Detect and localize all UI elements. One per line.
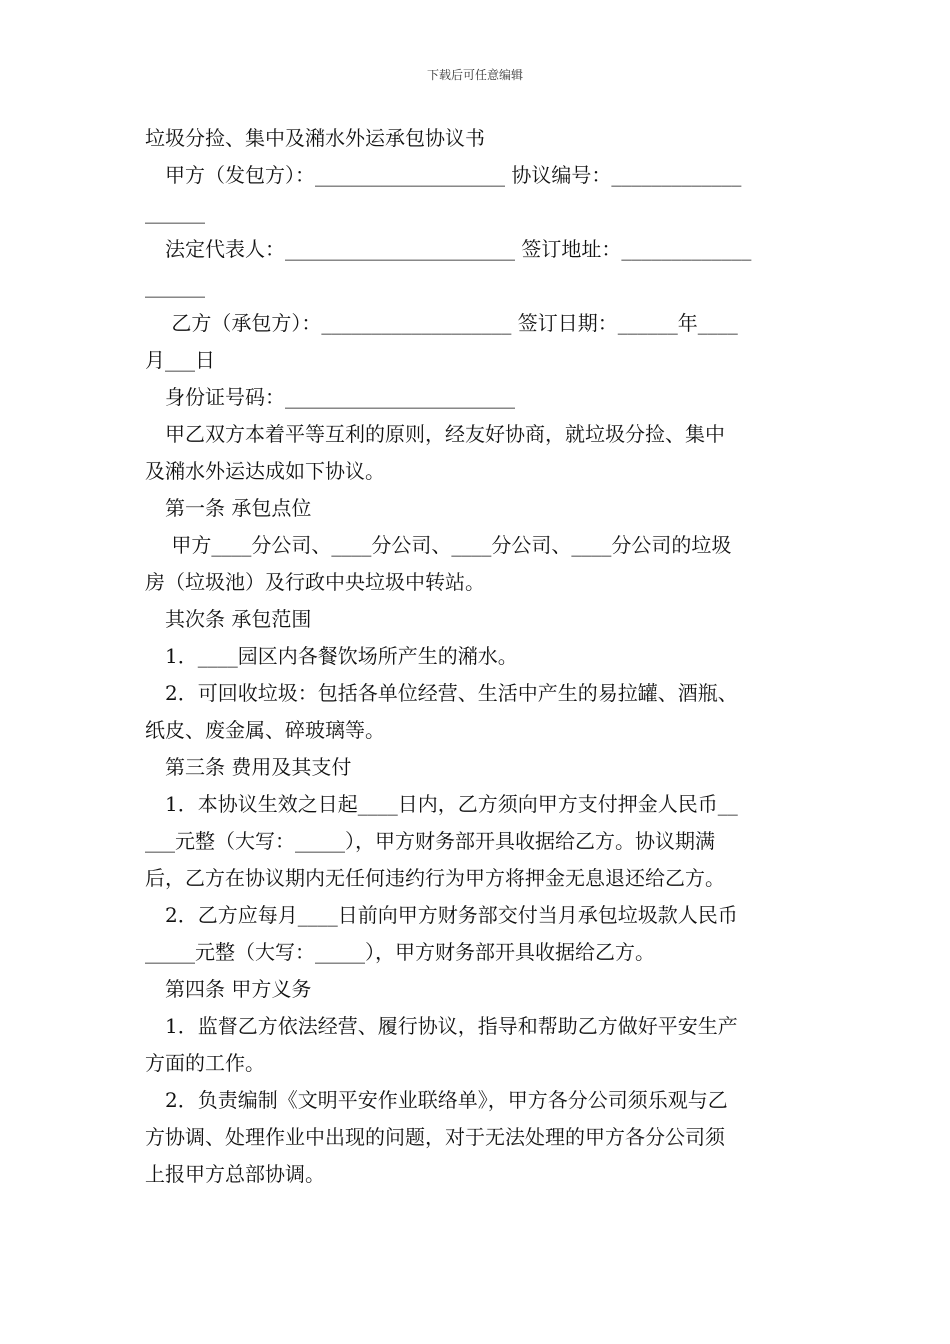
article-4-heading: 第四条 甲方义务 (145, 977, 312, 1001)
party-b-line: 乙方（承包方）：___________________ 签订日期：______年____ (145, 311, 738, 335)
article-3-item-2: 2．乙方应每月____日前向甲方财务部交付当月承包垃圾款人民币 (145, 903, 738, 927)
article-4-item-2-cont-2: 上报甲方总部协调。 (145, 1162, 325, 1186)
article-2-item-1: 1．____园区内各餐饮场所产生的潲水。 (145, 644, 518, 668)
article-3-item-1-cont: ___元整（大写：_____），甲方财务部开具收据给乙方。协议期满 (145, 829, 715, 853)
page-header-note: 下载后可任意编辑 (426, 68, 523, 82)
party-b-line-cont: 月___日 (145, 348, 215, 372)
article-3-heading: 第三条 费用及其支付 (145, 755, 352, 779)
article-3-item-2-cont: _____元整（大写：_____），甲方财务部开具收据给乙方。 (145, 940, 655, 964)
party-a-line: 甲方（发包方）：___________________ 协议编号：_____________ (145, 163, 742, 187)
doc-title: 垃圾分捡、集中及潲水外运承包协议书 (145, 126, 485, 150)
legal-rep-line-cont: ______ (145, 274, 205, 298)
article-4-item-1-cont: 方面的工作。 (145, 1051, 265, 1075)
article-1-text-cont: 房（垃圾池）及行政中央垃圾中转站。 (145, 570, 485, 594)
article-1-heading: 第一条 承包点位 (145, 496, 312, 520)
article-4-item-2-cont: 方协调、处理作业中出现的问题，对于无法处理的甲方各分公司须 (145, 1125, 725, 1149)
article-2-heading: 其次条 承包范围 (145, 607, 312, 631)
article-1-text: 甲方____分公司、____分公司、____分公司、____分公司的垃圾 (145, 533, 732, 557)
article-3-item-1-cont-2: 后，乙方在协议期内无任何违约行为甲方将押金无息退还给乙方。 (145, 866, 725, 890)
article-2-item-2-cont: 纸皮、废金属、碎玻璃等。 (145, 718, 385, 742)
id-number-line: 身份证号码：_______________________ (145, 385, 515, 409)
preamble-line-cont: 及潲水外运达成如下协议。 (145, 459, 385, 483)
agreement-body (145, 120, 810, 1193)
legal-rep-line: 法定代表人：_______________________ 签订地址：_____________ (145, 237, 752, 261)
article-4-item-1: 1．监督乙方依法经营、履行协议，指导和帮助乙方做好平安生产 (145, 1014, 738, 1038)
article-4-item-2: 2．负责编制《文明平安作业联络单》，甲方各分公司须乐观与乙 (145, 1088, 728, 1112)
preamble-line: 甲乙双方本着平等互利的原则，经友好协商，就垃圾分捡、集中 (145, 422, 725, 446)
article-3-item-1: 1．本协议生效之日起____日内，乙方须向甲方支付押金人民币__ (145, 792, 738, 816)
party-a-line-cont: ______ (145, 200, 205, 224)
article-2-item-2: 2．可回收垃圾：包括各单位经营、生活中产生的易拉罐、酒瓶、 (145, 681, 738, 705)
